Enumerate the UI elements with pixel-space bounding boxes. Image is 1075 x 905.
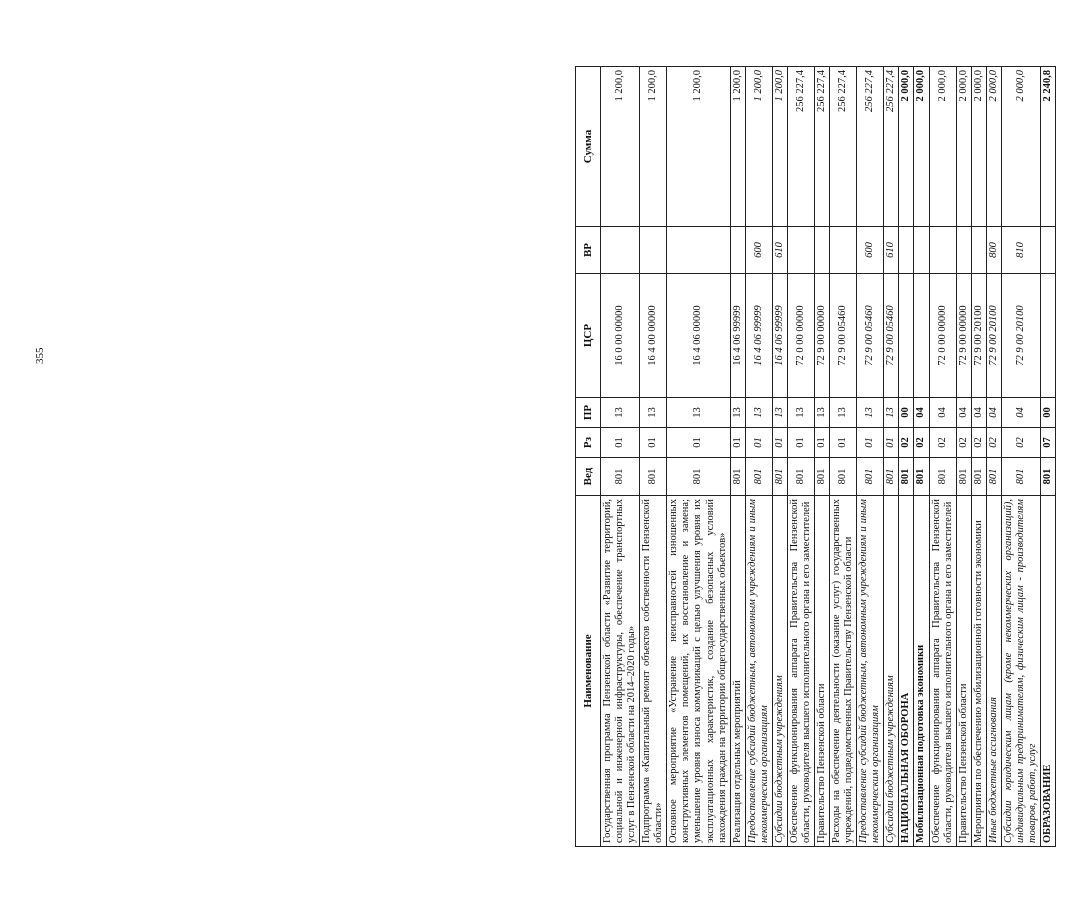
cell-rz: 01 [787, 428, 814, 458]
cell-csr [914, 274, 929, 398]
cell-sum: 256 227,4 [815, 67, 830, 227]
cell-csr: 72 0 00 00000 [929, 274, 956, 398]
cell-ved: 801 [986, 458, 1001, 496]
cell-name: Правительство Пензенской области [815, 496, 830, 847]
cell-sum: 256 227,4 [787, 67, 814, 227]
cell-rz: 02 [956, 428, 971, 458]
cell-name: ОБРАЗОВАНИЕ [1041, 496, 1056, 847]
cell-sum: 2 000,0 [899, 67, 914, 227]
cell-pr: 13 [601, 398, 640, 428]
cell-name: Субсидии бюджетным учреждениям [884, 496, 899, 847]
cell-rz: 01 [745, 428, 772, 458]
cell-rz: 01 [815, 428, 830, 458]
cell-ved: 801 [929, 458, 956, 496]
cell-pr: 13 [830, 398, 857, 428]
cell-pr: 13 [772, 398, 787, 428]
cell-sum: 2 000,0 [929, 67, 956, 227]
cell-ved: 801 [971, 458, 986, 496]
cell-name: Субсидии юридическим лицам (кроме некоммерческих организаций), индивидуальным предпринимателям, физическим лицам - производителям товаров, работ, услуг [1001, 496, 1040, 847]
cell-csr: 16 4 06 99999 [772, 274, 787, 398]
cell-csr [899, 274, 914, 398]
header-csr: ЦСР [576, 274, 601, 398]
cell-ved: 801 [815, 458, 830, 496]
cell-vr: 800 [986, 227, 1001, 274]
cell-vr: 610 [772, 227, 787, 274]
cell-vr [815, 227, 830, 274]
cell-rz: 01 [772, 428, 787, 458]
cell-sum: 2 000,0 [956, 67, 971, 227]
cell-sum: 1 200,0 [772, 67, 787, 227]
table-row [830, 67, 857, 847]
cell-rz: 01 [857, 428, 884, 458]
cell-sum: 2 240,8 [1041, 67, 1056, 227]
cell-ved: 801 [956, 458, 971, 496]
table-row [1041, 67, 1056, 847]
cell-pr: 13 [730, 398, 745, 428]
cell-name: Подпрограмма «Капитальный ремонт объектов собственности Пензенской области» [640, 496, 667, 847]
cell-name: Мероприятия по обеспечению мобилизационной готовности экономики [971, 496, 986, 847]
table-row [857, 67, 884, 847]
table-row [787, 67, 814, 847]
cell-csr: 72 0 00 00000 [787, 274, 814, 398]
cell-name: Расходы на обеспечение деятельности (оказание услуг) государственных учреждений, подведомственных Правительству Пензенской области [830, 496, 857, 847]
cell-name: Обеспечение функционирования аппарата Правительства Пензенской области, руководителя высшего исполнительного органа и его заместителей [929, 496, 956, 847]
cell-csr: 72 9 00 20100 [986, 274, 1001, 398]
cell-csr: 72 9 00 00000 [815, 274, 830, 398]
page-number: 355 [34, 347, 46, 364]
cell-ved: 801 [914, 458, 929, 496]
cell-csr: 16 4 06 00000 [667, 274, 730, 398]
cell-sum: 1 200,0 [745, 67, 772, 227]
cell-pr: 13 [667, 398, 730, 428]
table-row [730, 67, 745, 847]
cell-ved: 801 [772, 458, 787, 496]
cell-pr: 13 [857, 398, 884, 428]
cell-rz: 02 [929, 428, 956, 458]
cell-sum: 2 000,0 [914, 67, 929, 227]
cell-pr: 04 [1001, 398, 1040, 428]
cell-ved: 801 [640, 458, 667, 496]
cell-ved: 801 [601, 458, 640, 496]
cell-vr: 600 [857, 227, 884, 274]
cell-ved: 801 [830, 458, 857, 496]
cell-name: НАЦИОНАЛЬНАЯ ОБОРОНА [899, 496, 914, 847]
cell-csr: 72 9 00 20100 [1001, 274, 1040, 398]
cell-name: Мобилизационная подготовка экономики [914, 496, 929, 847]
cell-ved: 801 [745, 458, 772, 496]
cell-name: Государственная программа Пензенской области «Развитие территорий, социальной и инженерной инфраструктуры, обеспечение транспортных услуг в Пензенской области на 2014–2020 годы» [601, 496, 640, 847]
cell-rz: 02 [899, 428, 914, 458]
cell-rz: 02 [914, 428, 929, 458]
cell-name: Реализация отдельных мероприятий [730, 496, 745, 847]
cell-rz: 01 [830, 428, 857, 458]
cell-name: Субсидии бюджетным учреждениям [772, 496, 787, 847]
cell-ved: 801 [1041, 458, 1056, 496]
table-row [745, 67, 772, 847]
header-vr: ВР [576, 227, 601, 274]
cell-csr: 72 9 00 20100 [971, 274, 986, 398]
table-row [956, 67, 971, 847]
cell-pr: 04 [956, 398, 971, 428]
table-row [772, 67, 787, 847]
cell-vr [1041, 227, 1056, 274]
cell-pr: 13 [884, 398, 899, 428]
cell-rz: 01 [640, 428, 667, 458]
cell-vr [971, 227, 986, 274]
header-rz: Рз [576, 428, 601, 458]
table-header-row [576, 67, 601, 847]
cell-sum: 2 000,0 [971, 67, 986, 227]
header-ved: Вед [576, 458, 601, 496]
header-name: Наименование [576, 496, 601, 847]
table-row [815, 67, 830, 847]
cell-sum: 1 200,0 [730, 67, 745, 227]
cell-rz: 02 [1001, 428, 1040, 458]
cell-ved: 801 [667, 458, 730, 496]
table-row [1001, 67, 1040, 847]
header-pr: ПР [576, 398, 601, 428]
cell-rz: 07 [1041, 428, 1056, 458]
cell-pr: 04 [971, 398, 986, 428]
cell-sum: 256 227,4 [857, 67, 884, 227]
cell-pr: 00 [899, 398, 914, 428]
cell-pr: 13 [640, 398, 667, 428]
cell-pr: 00 [1041, 398, 1056, 428]
cell-ved: 801 [884, 458, 899, 496]
table-row [986, 67, 1001, 847]
table-row [929, 67, 956, 847]
cell-csr: 16 4 06 99999 [730, 274, 745, 398]
cell-vr [640, 227, 667, 274]
rotated-page-content [575, 67, 1075, 847]
cell-vr [899, 227, 914, 274]
cell-pr: 13 [745, 398, 772, 428]
cell-ved: 801 [1001, 458, 1040, 496]
budget-table [575, 66, 1056, 847]
cell-name: Обеспечение функционирования аппарата Правительства Пензенской области, руководителя высшего исполнительного органа и его заместителей [787, 496, 814, 847]
cell-sum: 256 227,4 [884, 67, 899, 227]
cell-vr: 610 [884, 227, 899, 274]
cell-csr: 16 4 00 00000 [640, 274, 667, 398]
table-row [971, 67, 986, 847]
cell-vr: 600 [745, 227, 772, 274]
cell-vr: 810 [1001, 227, 1040, 274]
cell-name: Иные бюджетные ассигнования [986, 496, 1001, 847]
table-row [884, 67, 899, 847]
cell-vr [956, 227, 971, 274]
cell-sum: 1 200,0 [601, 67, 640, 227]
cell-sum: 2 000,0 [986, 67, 1001, 227]
cell-sum: 2 000,0 [1001, 67, 1040, 227]
cell-pr: 04 [929, 398, 956, 428]
table-row [601, 67, 640, 847]
table-row [640, 67, 667, 847]
cell-name: Правительство Пензенской области [956, 496, 971, 847]
cell-rz: 01 [667, 428, 730, 458]
cell-pr: 13 [815, 398, 830, 428]
cell-ved: 801 [857, 458, 884, 496]
cell-rz: 01 [730, 428, 745, 458]
cell-pr: 04 [914, 398, 929, 428]
cell-csr: 16 4 06 99999 [745, 274, 772, 398]
cell-rz: 02 [971, 428, 986, 458]
table-row [899, 67, 914, 847]
cell-vr [601, 227, 640, 274]
cell-rz: 01 [601, 428, 640, 458]
table-body [601, 67, 1056, 847]
cell-csr: 72 9 00 05460 [830, 274, 857, 398]
cell-name: Предоставление субсидий бюджетным, автономным учреждениям и иным некоммерческим организациям [745, 496, 772, 847]
cell-vr [730, 227, 745, 274]
cell-name: Основное мероприятие «Устранение неисправностей изношенных конструктивных элементов помещений, их восстановление и замена; уменьшение уровня износа коммуникаций с целью улучшения уровня их эксплуатационных характеристик, создание безопасных условий нахождения граждан на территории общегосударственных объектов» [667, 496, 730, 847]
cell-csr: 72 9 00 05460 [884, 274, 899, 398]
cell-rz: 02 [986, 428, 1001, 458]
cell-ved: 801 [730, 458, 745, 496]
cell-vr [667, 227, 730, 274]
cell-name: Предоставление субсидий бюджетным, автономным учреждениям и иным некоммерческим организациям [857, 496, 884, 847]
cell-csr [1041, 274, 1056, 398]
header-sum: Сумма [576, 67, 601, 227]
cell-vr [787, 227, 814, 274]
cell-rz: 01 [884, 428, 899, 458]
cell-sum: 1 200,0 [640, 67, 667, 227]
cell-ved: 801 [899, 458, 914, 496]
cell-sum: 256 227,4 [830, 67, 857, 227]
cell-sum: 1 200,0 [667, 67, 730, 227]
cell-csr: 72 9 00 00000 [956, 274, 971, 398]
table-row [667, 67, 730, 847]
cell-vr [914, 227, 929, 274]
cell-ved: 801 [787, 458, 814, 496]
cell-csr: 16 0 00 00000 [601, 274, 640, 398]
table-row [914, 67, 929, 847]
cell-csr: 72 9 00 05460 [857, 274, 884, 398]
cell-pr: 13 [787, 398, 814, 428]
cell-vr [830, 227, 857, 274]
cell-vr [929, 227, 956, 274]
cell-pr: 04 [986, 398, 1001, 428]
